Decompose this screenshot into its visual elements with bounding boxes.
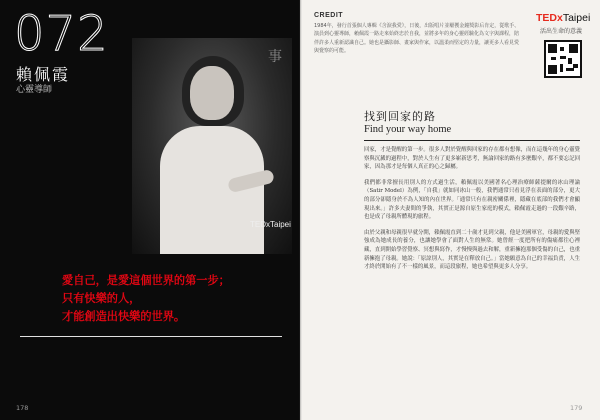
credit-text: 1984年，發行首張個人專輯《含淚我愛》，日後，出版唱片並屢獲金鐘獎影后肯定，從歌手、演員到心靈導師，賴佩霞一路走來始終忠於自我，並將多年的身心靈經驗化為文字與課程，陪伴許多人重新認識自己。她也是攝影師、畫家與作家，以溫柔而堅定的力量，讓更多人看見愛與覺察的可能。 xyxy=(314,23,520,54)
background-sign-text: 事 xyxy=(268,49,282,65)
paragraph: 由於父親和母親很早就分開，賴佩霞直到二十歲才見到父親，他是美國軍官，母親的愛與堅強成為她成長的養分，也讓她學會了面對人生的無常。她曾經一度把所有的傷痛都往心裡藏，直到開始學習覺察、冥想與寫作，才慢慢與過去和解，重新擁抱那個受傷的自己，也重新擁抱了母親。她說：「原諒別人，其實是在釋放自己。」當她願意為自己的幸福負責，人生才終於開始有了不一樣的風景，而這段旅程，她也希望與更多人分享。 xyxy=(364,229,580,271)
paragraph: 我們都非常擅長用別人的方式過生活，賴佩霞以美國著名心理治療師薩提爾的冰山理論（Satir Model）為例，「自我」就如同冰山一般，我們通常只看見浮在表面的部分，更大的部分卻隱身於不為人知的內在世界。「通常只有在親密關係裡，隱藏在底部的我們才會顯現出來。」許多夫妻間的爭執，其實正是源自原生家庭的模式，賴佩霞走過的一段艱辛路，也是成了母親所體現的旅程。 xyxy=(364,179,580,221)
brand-ted: TEDx xyxy=(536,12,563,24)
speaker-photo xyxy=(132,38,292,254)
credit-heading: CREDIT xyxy=(314,12,344,19)
stage-logo: TEDxTaipei xyxy=(250,220,291,229)
pull-quote-line: 才能創造出快樂的世界。 xyxy=(62,310,186,323)
photo-face-shape xyxy=(190,66,234,120)
section-title: 找到回家的路 xyxy=(364,110,436,123)
brand-tagline: 活出生命的意義 xyxy=(540,28,583,35)
pull-quote xyxy=(62,272,292,326)
divider-line xyxy=(20,336,282,337)
book-gutter xyxy=(298,0,302,420)
page-number-left: 178 xyxy=(16,404,29,412)
speaker-name: 賴佩霞 xyxy=(16,65,71,84)
section-rule xyxy=(364,140,580,141)
qr-code-icon xyxy=(544,40,582,78)
right-page xyxy=(300,0,600,420)
brand-city: Taipei xyxy=(562,12,591,24)
photo-torso-shape xyxy=(160,126,264,254)
page-number-right: 179 xyxy=(570,404,583,412)
speaker-role: 心靈導師 xyxy=(16,85,53,95)
article-body xyxy=(364,146,580,279)
tedx-taipei-logo xyxy=(536,12,590,24)
pull-quote-line: 愛自己，是愛這個世界的第一步； xyxy=(62,274,230,287)
paragraph: 回家，才是覺醒的第一步。很多人對於覺醒與回家的存在都有想像，而在這幾年的身心靈覺察與沉澱的過程中，對於人生有了更多嶄新思考，無論回家的路有多麼艱辛，都不要忘記回家，因為那才是每個人真正的心之歸屬。 xyxy=(364,147,580,171)
section-subtitle: Find your way home xyxy=(364,124,452,135)
speaker-number: 072 xyxy=(14,6,109,62)
pull-quote-line: 只有快樂的人， xyxy=(62,292,141,305)
